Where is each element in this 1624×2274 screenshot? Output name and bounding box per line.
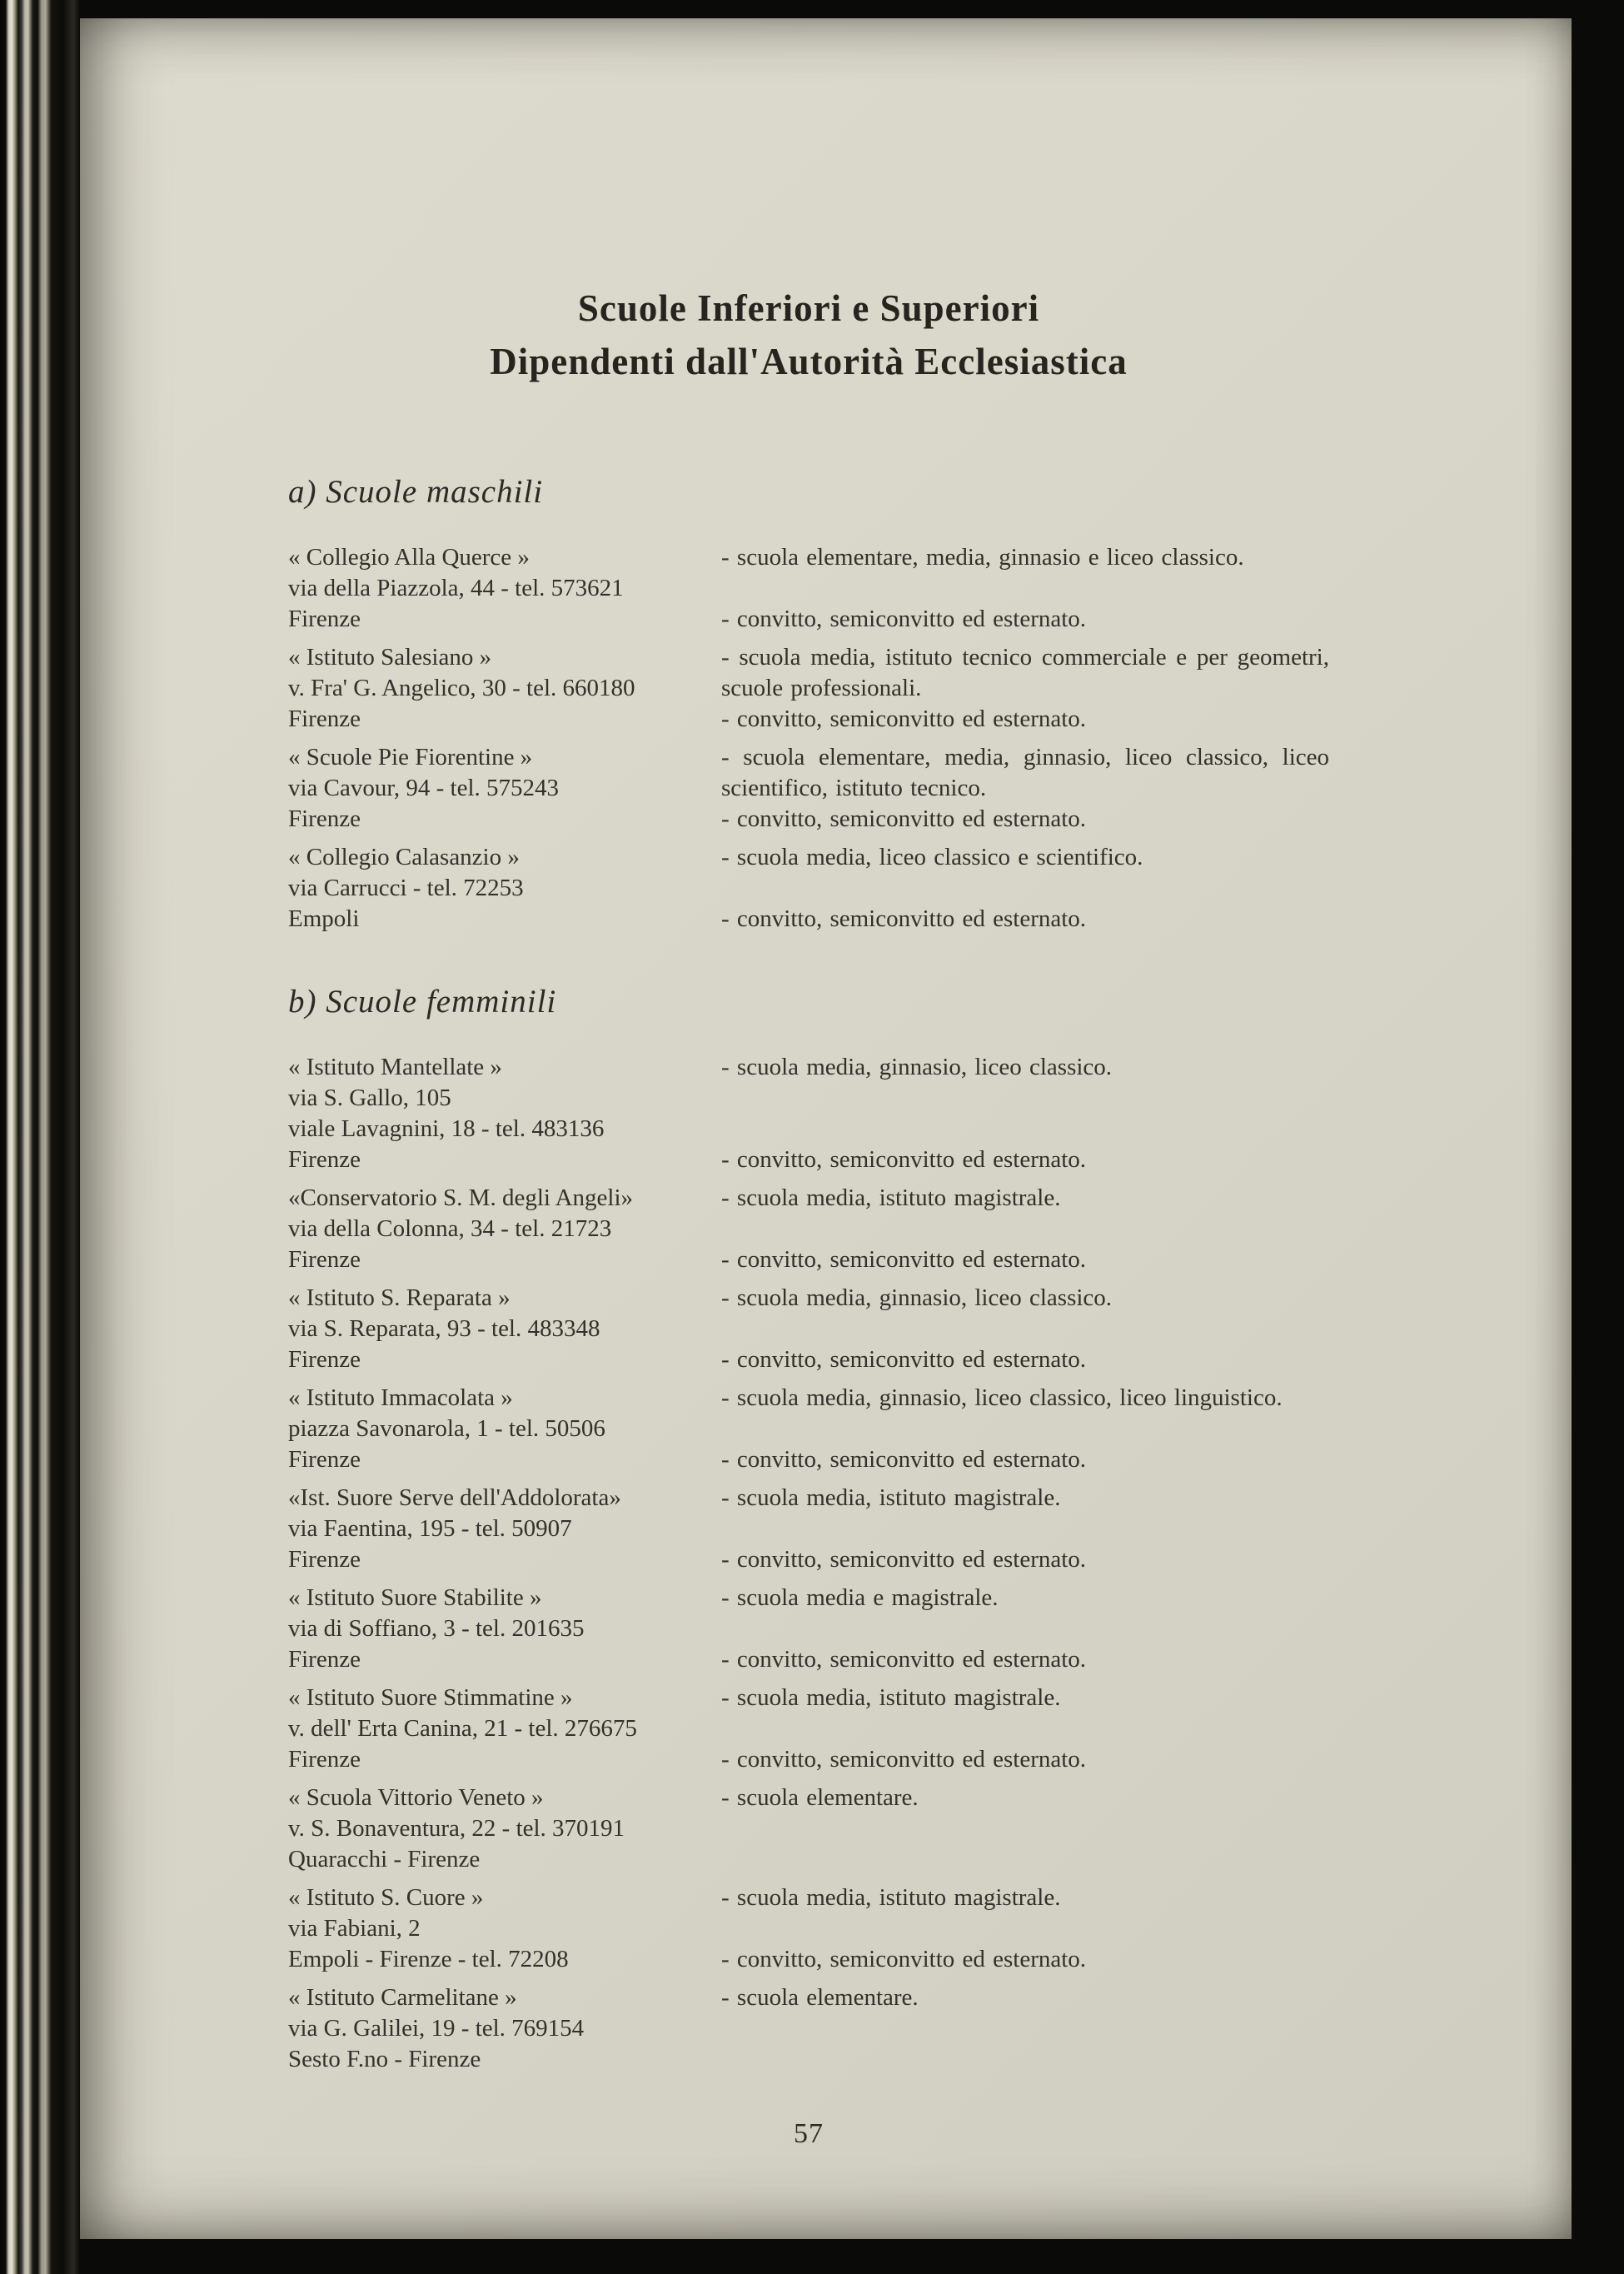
- institution-address-line: v. Fra' G. Angelico, 30 - tel. 660180: [288, 675, 635, 701]
- entry-details: [721, 1483, 1329, 1575]
- school-types: - scuola media, ginnasio, liceo classico.: [721, 1284, 1113, 1311]
- institution-address-line: Firenze: [288, 1346, 361, 1373]
- boarding-info: - convitto, semiconvitto ed esternato.: [721, 1246, 1087, 1273]
- entry-institution: [288, 742, 721, 835]
- institution-address-line: via Cavour, 94 - tel. 575243: [288, 775, 560, 801]
- directory-entry: [288, 642, 1329, 735]
- institution-name: «Ist. Suore Serve dell'Addolorata»: [288, 1484, 621, 1511]
- boarding-info: - convitto, semiconvitto ed esternato.: [721, 1946, 1087, 1972]
- directory-entry: [288, 1283, 1329, 1375]
- institution-address-line: Firenze: [288, 606, 361, 632]
- institution-name: « Istituto Suore Stabilite »: [288, 1584, 542, 1611]
- institution-address-line: via della Piazzola, 44 - tel. 573621: [288, 575, 624, 601]
- page-content: [288, 18, 1329, 2150]
- entry-institution: [288, 1483, 721, 1575]
- school-types: - scuola media, istituto magistrale.: [721, 1184, 1061, 1211]
- entry-institution: [288, 842, 721, 935]
- entry-institution: [288, 1283, 721, 1375]
- entry-institution: [288, 642, 721, 735]
- institution-address-line: via Carrucci - tel. 72253: [288, 875, 524, 901]
- boarding-info: - convitto, semiconvitto ed esternato.: [721, 1146, 1087, 1173]
- entry-details: [721, 542, 1329, 635]
- scanned-page: [80, 18, 1572, 2239]
- institution-address-line: Sesto F.no - Firenze: [288, 2046, 481, 2072]
- entry-details: [721, 1283, 1329, 1375]
- institution-address-line: via Fabiani, 2: [288, 1915, 421, 1942]
- institution-address-line: Firenze: [288, 1146, 361, 1173]
- boarding-info: - convitto, semiconvitto ed esternato.: [721, 1546, 1087, 1573]
- school-types: - scuola media, liceo classico e scientifico.: [721, 844, 1143, 870]
- school-types: - scuola media, istituto magistrale.: [721, 1884, 1061, 1911]
- page-title-line-2: Dipendenti dall'Autorità Ecclesiastica: [490, 341, 1128, 382]
- entry-details: [721, 1052, 1329, 1175]
- directory-entry: [288, 842, 1329, 935]
- book-page-edges: [0, 0, 80, 2274]
- institution-address-line: Firenze: [288, 1646, 361, 1673]
- entry-institution: [288, 1583, 721, 1675]
- school-types: - scuola media, istituto tecnico commerciale e per geometri, scuole professionali.: [721, 644, 1329, 701]
- institution-address-line: Firenze: [288, 805, 361, 832]
- institution-name: « Collegio Alla Querce »: [288, 544, 530, 571]
- section-heading: b) Scuole femminili: [288, 984, 557, 1020]
- entry-details: [721, 642, 1329, 735]
- entry-institution: [288, 1183, 721, 1275]
- entry-details: [721, 1183, 1329, 1275]
- entry-institution: [288, 1052, 721, 1175]
- institution-name: « Istituto Mantellate »: [288, 1054, 502, 1080]
- page-title: [288, 282, 1329, 388]
- institution-name: « Istituto Suore Stimmatine »: [288, 1684, 573, 1711]
- institution-address-line: v. S. Bonaventura, 22 - tel. 370191: [288, 1815, 625, 1842]
- entry-institution: [288, 1383, 721, 1475]
- institution-name: « Istituto S. Reparata »: [288, 1284, 511, 1311]
- directory-entry: [288, 1383, 1329, 1475]
- boarding-info: - convitto, semiconvitto ed esternato.: [721, 805, 1087, 832]
- school-types: - scuola media, istituto magistrale.: [721, 1684, 1061, 1711]
- directory-entry: [288, 1483, 1329, 1575]
- institution-name: «Conservatorio S. M. degli Angeli»: [288, 1184, 634, 1211]
- directory-entry: [288, 1982, 1329, 2075]
- institution-address-line: via G. Galilei, 19 - tel. 769154: [288, 2015, 585, 2042]
- directory-entry: [288, 542, 1329, 635]
- school-types: - scuola elementare, media, ginnasio, liceo classico, liceo scientifico, istituto tecnico.: [721, 744, 1329, 801]
- section-heading: a) Scuole maschili: [288, 474, 544, 510]
- entry-institution: [288, 1982, 721, 2075]
- boarding-info: - convitto, semiconvitto ed esternato.: [721, 606, 1087, 632]
- school-types: - scuola media e magistrale.: [721, 1584, 999, 1611]
- entry-details: [721, 1883, 1329, 1975]
- institution-address-line: Firenze: [288, 706, 361, 732]
- institution-address-line: viale Lavagnini, 18 - tel. 483136: [288, 1115, 605, 1142]
- directory-entry: [288, 1583, 1329, 1675]
- entry-institution: [288, 1683, 721, 1775]
- school-types: - scuola elementare.: [721, 1984, 919, 2011]
- institution-name: « Istituto Carmelitane »: [288, 1984, 517, 2011]
- institution-address-line: via di Soffiano, 3 - tel. 201635: [288, 1615, 585, 1642]
- entry-details: [721, 1383, 1329, 1475]
- directory-entry: [288, 742, 1329, 835]
- boarding-info: - convitto, semiconvitto ed esternato.: [721, 1446, 1087, 1473]
- institution-name: « Istituto Salesiano »: [288, 644, 492, 671]
- boarding-info: - convitto, semiconvitto ed esternato.: [721, 905, 1087, 932]
- institution-address-line: via S. Reparata, 93 - tel. 483348: [288, 1315, 600, 1342]
- entry-institution: [288, 542, 721, 635]
- institution-address-line: via Faentina, 195 - tel. 50907: [288, 1515, 572, 1542]
- institution-address-line: Empoli: [288, 905, 360, 932]
- entry-details: [721, 1783, 1329, 1875]
- institution-address-line: Firenze: [288, 1746, 361, 1773]
- section-scuole-maschili: [288, 473, 1329, 935]
- entry-details: [721, 742, 1329, 835]
- boarding-info: - convitto, semiconvitto ed esternato.: [721, 1646, 1087, 1673]
- institution-address-line: via S. Gallo, 105: [288, 1085, 451, 1111]
- boarding-info: - convitto, semiconvitto ed esternato.: [721, 1746, 1087, 1773]
- institution-address-line: piazza Savonarola, 1 - tel. 50506: [288, 1415, 605, 1442]
- entry-institution: [288, 1783, 721, 1875]
- school-types: - scuola media, ginnasio, liceo classico, liceo linguistico.: [721, 1384, 1283, 1411]
- institution-name: « Istituto S. Cuore »: [288, 1884, 484, 1911]
- directory-entry: [288, 1052, 1329, 1175]
- entry-details: [721, 1683, 1329, 1775]
- institution-address-line: Firenze: [288, 1546, 361, 1573]
- page-title-line-1: Scuole Inferiori e Superiori: [577, 287, 1040, 329]
- institution-address-line: Firenze: [288, 1446, 361, 1473]
- entry-details: [721, 842, 1329, 935]
- institution-address-line: Quaracchi - Firenze: [288, 1846, 481, 1873]
- institution-address-line: via della Colonna, 34 - tel. 21723: [288, 1215, 612, 1242]
- school-types: - scuola elementare.: [721, 1784, 919, 1811]
- page-number: 57: [794, 2118, 824, 2149]
- directory-entry: [288, 1783, 1329, 1875]
- entry-institution: [288, 1883, 721, 1975]
- institution-address-line: Empoli - Firenze - tel. 72208: [288, 1946, 569, 1972]
- entry-details: [721, 1982, 1329, 2075]
- institution-address-line: Firenze: [288, 1246, 361, 1273]
- boarding-info: - convitto, semiconvitto ed esternato.: [721, 1346, 1087, 1373]
- directory-entry: [288, 1883, 1329, 1975]
- section-scuole-femminili: [288, 983, 1329, 2075]
- institution-address-line: v. dell' Erta Canina, 21 - tel. 276675: [288, 1715, 637, 1742]
- boarding-info: - convitto, semiconvitto ed esternato.: [721, 706, 1087, 732]
- directory-entry: [288, 1183, 1329, 1275]
- school-types: - scuola media, ginnasio, liceo classico.: [721, 1054, 1113, 1080]
- institution-name: « Istituto Immacolata »: [288, 1384, 513, 1411]
- school-types: - scuola elementare, media, ginnasio e liceo classico.: [721, 544, 1244, 571]
- institution-name: « Scuola Vittorio Veneto »: [288, 1784, 544, 1811]
- institution-name: « Scuole Pie Fiorentine »: [288, 744, 533, 770]
- school-types: - scuola media, istituto magistrale.: [721, 1484, 1061, 1511]
- directory-entry: [288, 1683, 1329, 1775]
- institution-name: « Collegio Calasanzio »: [288, 844, 520, 870]
- entry-details: [721, 1583, 1329, 1675]
